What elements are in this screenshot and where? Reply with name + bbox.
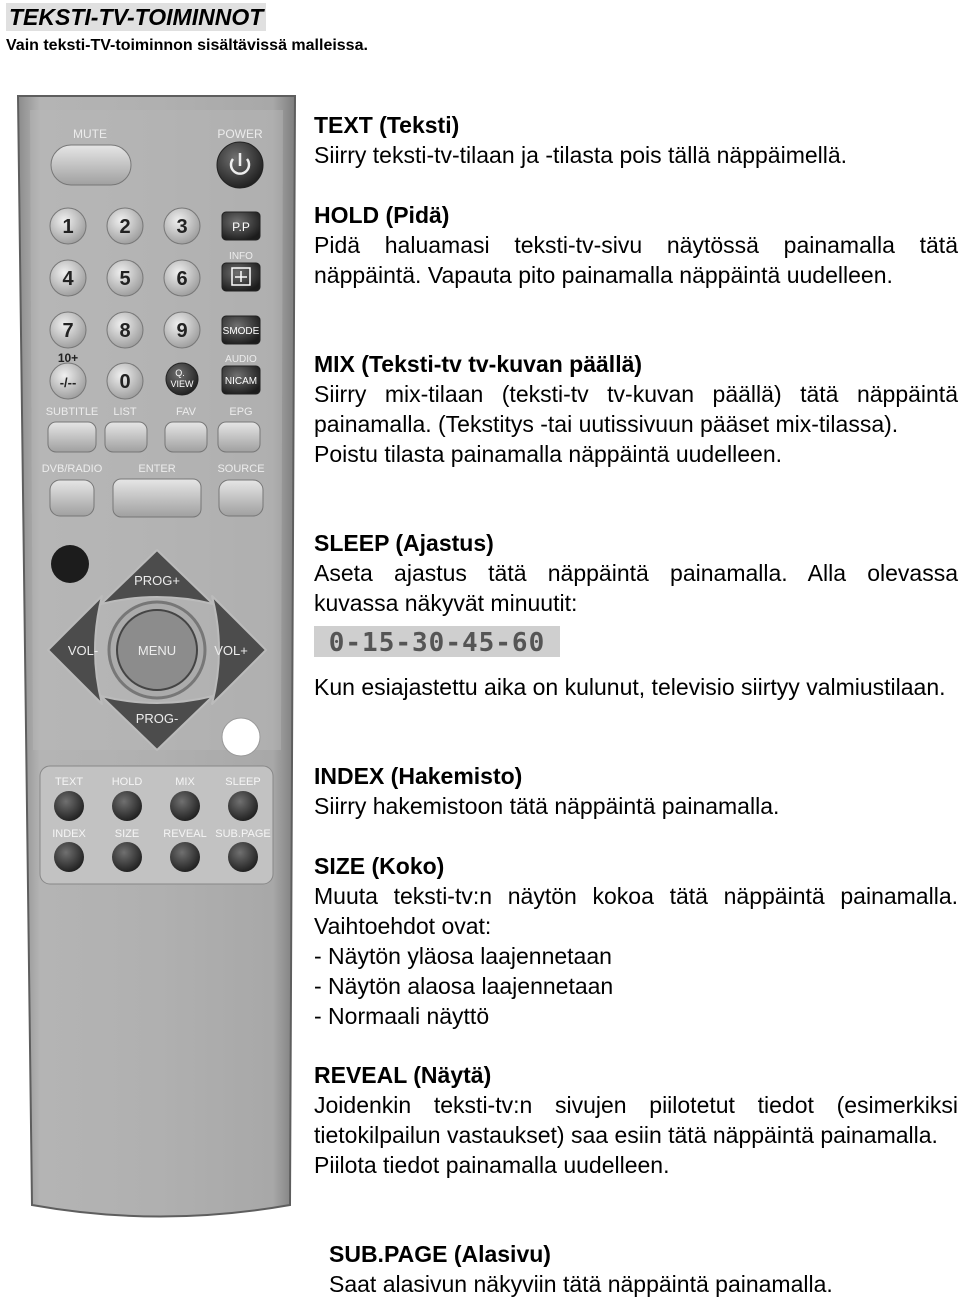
button-7-label: 7 <box>62 320 74 342</box>
size-heading: SIZE (Koko) <box>314 853 445 879</box>
button-2-label: 2 <box>119 216 131 238</box>
hold-body: Pidä haluamasi teksti-tv-sivu näytössä painamalla tätä näppäintä. Vapauta pito painamalla näppäintä uudelleen. <box>314 232 958 288</box>
index-heading: INDEX (Hakemisto) <box>314 763 523 789</box>
enter-button[interactable] <box>113 479 201 517</box>
button-8-label: 8 <box>119 320 131 342</box>
size-option-1: - Näytön yläosa laajennetaan <box>314 943 612 969</box>
size-label: SIZE <box>114 828 140 840</box>
list-button[interactable] <box>105 422 147 452</box>
pp-button-label: P.P <box>232 220 250 234</box>
reveal-heading: REVEAL (Näytä) <box>314 1062 492 1088</box>
reveal-button[interactable] <box>170 842 200 872</box>
subtitle-button[interactable] <box>48 422 96 452</box>
dash-button-label: -/-- <box>59 375 77 390</box>
prog-minus-label: PROG- <box>135 711 179 726</box>
qview-label-2: VIEW <box>170 379 194 389</box>
reveal-body: Joidenkin teksti-tv:n sivujen piilotetut tiedot (esimerkiksi tietokilpailun vastaukset) saa esiin tätä näppäintä painamalla. <box>314 1092 958 1148</box>
mix-label: MIX <box>175 776 195 788</box>
sleep-heading: SLEEP (Ajastus) <box>314 530 494 556</box>
dvbradio-button[interactable] <box>50 480 94 516</box>
reveal-body-2: Piilota tiedot painamalla uudelleen. <box>314 1152 670 1178</box>
enter-label: ENTER <box>138 463 176 475</box>
sleep-body-2: Kun esiajastettu aika on kulunut, televisio siirtyy valmiustilaan. <box>314 674 946 700</box>
epg-button[interactable] <box>218 422 260 452</box>
size-option-3: - Normaali näyttö <box>314 1003 490 1029</box>
sleep-label: SLEEP <box>225 776 261 788</box>
size-option-2: - Näytön alaosa laajennetaan <box>314 973 614 999</box>
smode-button-label: SMODE <box>222 326 260 337</box>
dvbradio-label: DVB/RADIO <box>41 463 103 475</box>
reveal-label: REVEAL <box>163 828 207 840</box>
sleep-body: Aseta ajastus tätä näppäintä painamalla. Alla olevassa kuvassa näkyvät minuutit: <box>314 560 958 616</box>
section-size <box>314 851 958 1031</box>
size-body: Muuta teksti-tv:n näytön kokoa tätä näppäintä painamalla. Vaihtoehdot ovat: <box>314 883 958 939</box>
fav-label: FAV <box>176 406 196 418</box>
mix-body-2: Poistu tilasta painamalla näppäintä uudelleen. <box>314 441 782 467</box>
section-reveal <box>314 1060 958 1180</box>
hold-label: HOLD <box>111 776 143 788</box>
section-index <box>314 761 958 821</box>
mute-button[interactable] <box>51 145 131 185</box>
remote-control-illustration <box>0 0 300 1298</box>
button-1-label: 1 <box>62 216 74 238</box>
section-sleep-note <box>314 672 958 702</box>
menu-label: MENU <box>137 643 177 658</box>
white-round-button[interactable] <box>222 718 260 756</box>
section-mix <box>314 349 958 469</box>
vol-plus-label: VOL+ <box>214 643 248 658</box>
text-button[interactable] <box>54 791 84 821</box>
source-label: SOURCE <box>217 463 265 475</box>
button-3-label: 3 <box>176 216 188 238</box>
ten-plus-label: 10+ <box>57 351 79 365</box>
text-body: Siirry teksti-tv-tilaan ja -tilasta pois tällä näppäimellä. <box>314 142 848 168</box>
subtitle-label: SUBTITLE <box>45 406 99 418</box>
button-5-label: 5 <box>119 268 131 290</box>
sleep-minutes-display <box>314 626 560 657</box>
source-button[interactable] <box>219 480 263 516</box>
mute-label: MUTE <box>73 127 107 141</box>
button-9-label: 9 <box>176 320 188 342</box>
epg-label: EPG <box>229 406 253 418</box>
nicam-button-label: NICAM <box>224 376 258 387</box>
dark-round-button[interactable] <box>51 545 89 583</box>
prog-plus-label: PROG+ <box>134 573 180 588</box>
size-button[interactable] <box>112 842 142 872</box>
info-label: INFO <box>229 251 253 262</box>
subpage-heading: SUB.PAGE (Alasivu) <box>329 1241 551 1267</box>
text-label: TEXT <box>54 776 84 788</box>
section-subpage <box>329 1239 949 1299</box>
vol-minus-label: VOL- <box>67 643 99 658</box>
mix-body: Siirry mix-tilaan (teksti-tv tv-kuvan päällä) tätä näppäintä painamalla. (Tekstitys -tai uutissivuun pääset mix-tilassa). <box>314 381 958 437</box>
page-title: TEKSTI-TV-TOIMINNOT <box>6 3 266 31</box>
text-heading: TEXT (Teksti) <box>314 112 460 138</box>
index-body: Siirry hakemistoon tätä näppäintä painamalla. <box>314 793 780 819</box>
sleep-minutes-text: 0-15-30-45-60 <box>328 628 546 657</box>
subpage-button[interactable] <box>228 842 258 872</box>
page-subtitle: Vain teksti-TV-toiminnon sisältävissä malleissa. <box>6 37 368 54</box>
fav-button[interactable] <box>165 422 207 452</box>
mix-button[interactable] <box>170 791 200 821</box>
button-6-label: 6 <box>176 268 188 290</box>
audio-label: AUDIO <box>225 354 257 365</box>
subpage-body: Saat alasivun näkyviin tätä näppäintä painamalla. <box>329 1271 833 1297</box>
mix-heading: MIX (Teksti-tv tv-kuvan päällä) <box>314 351 643 377</box>
button-4-label: 4 <box>62 268 74 290</box>
subpage-label: SUB.PAGE <box>215 828 271 840</box>
section-hold <box>314 200 958 290</box>
hold-heading: HOLD (Pidä) <box>314 202 450 228</box>
index-label: INDEX <box>52 828 86 840</box>
power-label: POWER <box>217 127 263 141</box>
hold-button[interactable] <box>112 791 142 821</box>
section-sleep <box>314 528 958 618</box>
index-button[interactable] <box>54 842 84 872</box>
list-label: LIST <box>113 406 137 418</box>
section-text <box>314 110 958 170</box>
sleep-button[interactable] <box>228 791 258 821</box>
button-0-label: 0 <box>119 371 131 393</box>
qview-label-1: Q. <box>175 368 185 378</box>
